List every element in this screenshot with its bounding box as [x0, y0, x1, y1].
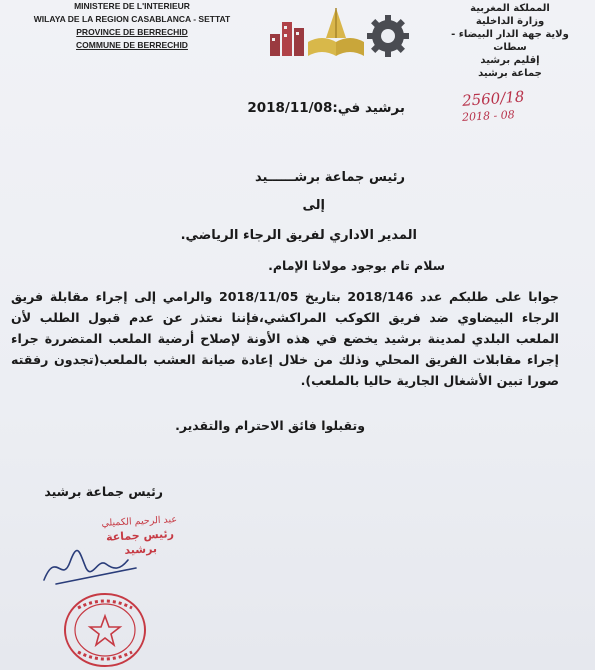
letter-to: إلى	[302, 198, 325, 213]
header-ministry: MINISTERE DE L'INTERIEUR	[74, 1, 190, 11]
letter-salutation: سلام تام بوجود مولانا الإمام.	[268, 258, 445, 273]
header-commune: COMMUNE DE BERRECHID	[76, 40, 188, 50]
header-kingdom: المملكة المغربية	[470, 3, 550, 14]
letter-closing: وتقبلوا فائق الاحترام والتقدير.	[175, 418, 365, 433]
header-region-ar: ولاية جهة الدار البيضاء - سطات	[451, 29, 569, 53]
header-left-french	[12, 0, 252, 52]
header-commune-ar: جماعة برشيد	[478, 68, 542, 79]
letter-addressee: المدير الاداري لفريق الرجاء الرياضي.	[180, 228, 417, 243]
letter-date: برشيد في:2018/11/08	[247, 100, 405, 116]
stamp-name: عبد الرحيم الكميلي	[101, 514, 178, 529]
handwritten-signature-icon	[36, 540, 146, 590]
header-province: PROVINCE DE BERRECHID	[76, 27, 188, 37]
reference-number: 2560/18	[461, 87, 525, 110]
header-wilaya: WILAYA DE LA REGION CASABLANCA - SETTAT	[33, 14, 231, 24]
letter-sender: رئيس جماعة برشــــــيد	[254, 170, 405, 185]
header-right-arabic	[435, 2, 585, 80]
header-ministry-ar: وزارة الداخلية	[475, 16, 545, 27]
letter-body: جوابا على طلبكم عدد 2018/146 بتاريخ 2018/11/05 والرامي إلى إجراء مقابلة فريق الرجاء البيضاوي ضد فريق الكوكب المراكشي،فإننا نعتذر عن عدم قبول الطلب لأن الملعب البلدي لمدينة برشيد يخضع في هذه الأونة لإصلاح أرضية الملعب المتضررة جراء إجراء مقابلات الفريق المحلي وذلك من خلال إعادة صيانة العشب بالملعب(تجدون رفقته صورا تبين الأشغال الجارية حاليا بالملعب).	[11, 289, 559, 388]
commune-logo-icon	[266, 4, 416, 64]
stamp-title: رئيس جماعة برشيد	[105, 527, 175, 557]
official-seal-icon	[60, 588, 150, 668]
header-province-ar: إقليم برشيد	[480, 55, 540, 66]
letter-signer: رئيس جماعة برشيد	[44, 484, 163, 499]
reference-date: 2018 - 08	[461, 108, 516, 124]
